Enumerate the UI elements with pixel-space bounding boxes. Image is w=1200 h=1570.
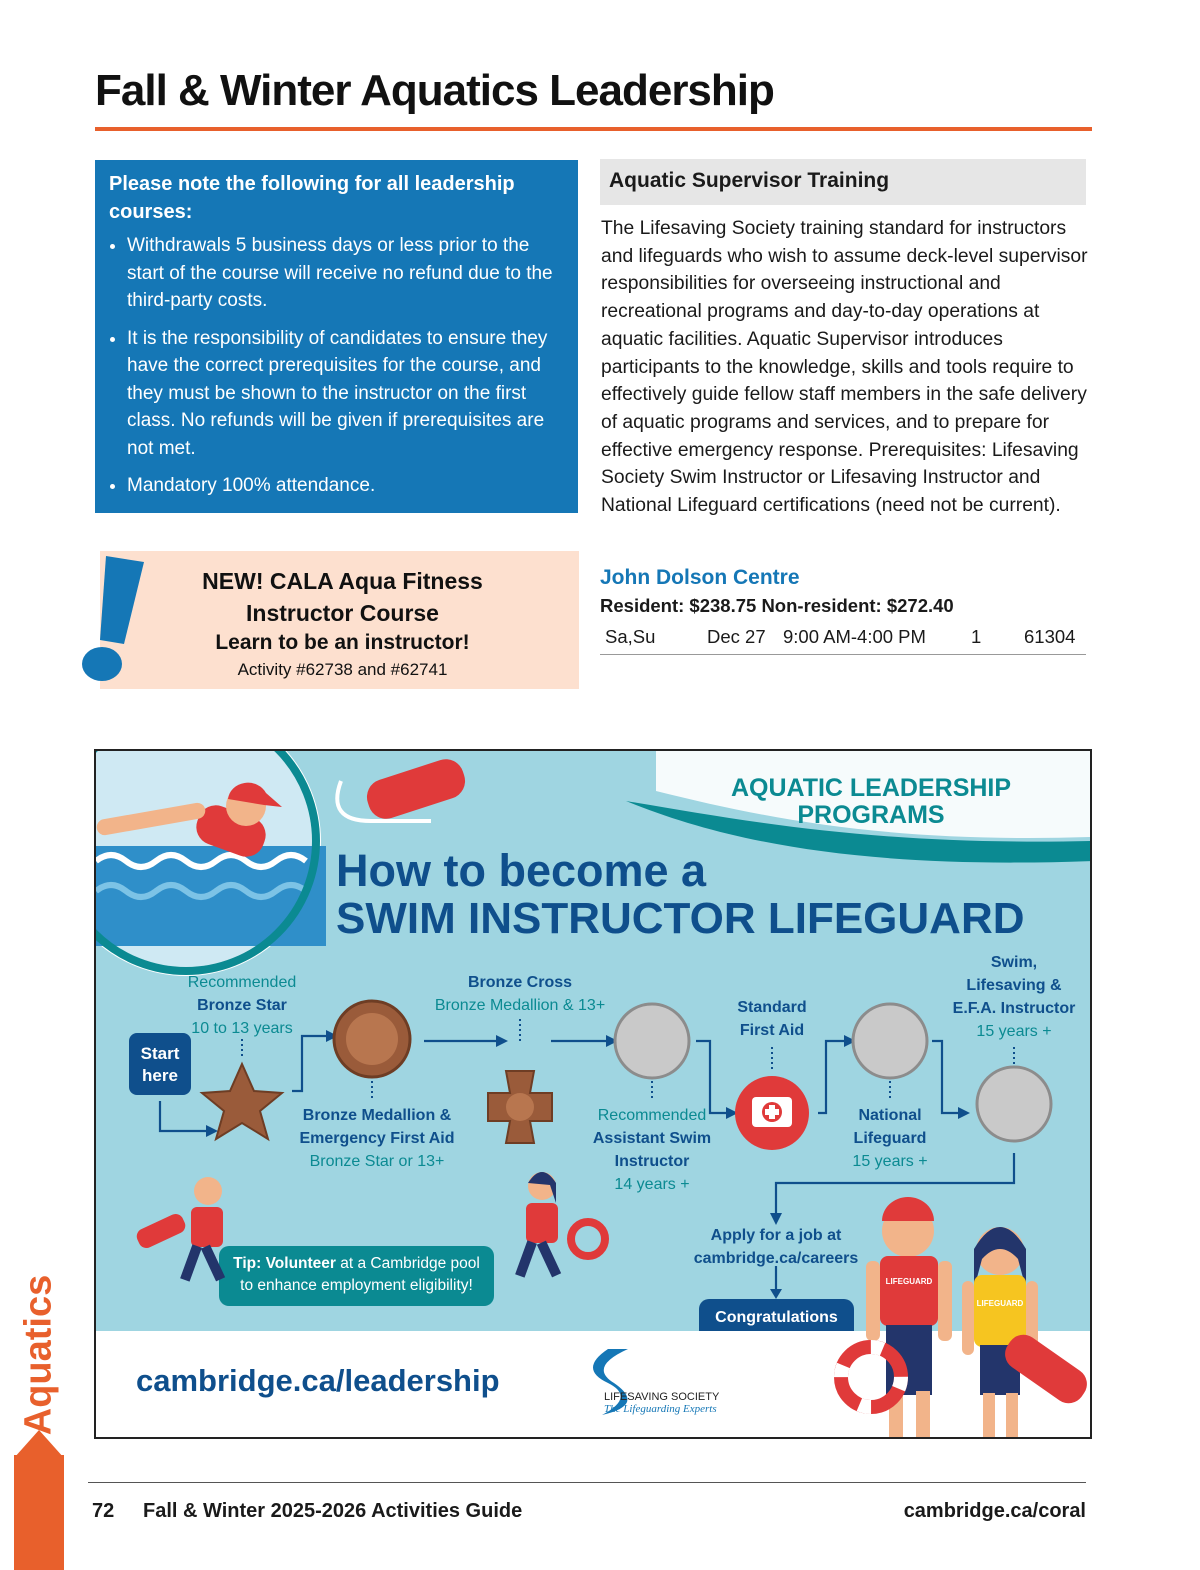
section-label: Aquatics	[17, 1274, 60, 1436]
step-name: National	[858, 1107, 922, 1124]
step-name: First Aid	[739, 1022, 805, 1039]
banner-line1: AQUATIC LEADERSHIP	[730, 774, 1012, 802]
step-name: Lifesaving &	[966, 977, 1062, 994]
schedule-activity-number: 61304	[1024, 626, 1076, 647]
footer-url: cambridge.ca/coral	[903, 1500, 1086, 1522]
hired-line1: Congratulations	[715, 1309, 838, 1326]
schedule-time: 9:00 AM-4:00 PM	[783, 626, 926, 647]
step-bronze-star	[172, 971, 312, 1040]
course-fees: Resident: $238.75 Non-resident: $272.40	[600, 595, 954, 616]
step-name: Lifeguard	[853, 1130, 927, 1147]
notice-box	[95, 160, 578, 513]
step-recommended-label: Recommended	[187, 974, 297, 991]
headline-line2: SWIM INSTRUCTOR LIFEGUARD	[336, 894, 1025, 943]
step-requirement: Bronze Medallion & 13+	[434, 997, 606, 1014]
promo-box	[100, 551, 579, 689]
lifesaving-society-logo	[604, 1391, 719, 1415]
promo-title	[100, 565, 585, 629]
course-title: Aquatic Supervisor Training	[600, 159, 1086, 205]
step-name: Emergency First Aid	[299, 1130, 455, 1147]
promo-activity-numbers: Activity #62738 and #62741	[237, 660, 448, 679]
schedule-sessions: 1	[971, 626, 982, 647]
step-name: Bronze Cross	[467, 974, 573, 991]
course-description: The Lifesaving Society training standard for instructors and lifeguards who wish to assume deck-level supervisor responsibilities for overseeing instructional and recreational programs and day-to-day operations at aquatic facilities. Aquatic Supervisor introduces participants to the knowledge, skills and tools require to effectively guide fellow staff members in the safe delivery of aquatic programs and services, and to prepare for effective emergency response. Prerequisites: Lifesaving Society Swim Instructor or Lifesaving Instructor and National Lifeguard certifications (need not be current).	[601, 218, 1088, 517]
apply-line1: Apply for a job at	[710, 1227, 842, 1244]
promo-title-line2: Instructor Course	[246, 600, 439, 626]
tip-text: at a Cambridge pool	[335, 1255, 480, 1272]
step-first-aid	[712, 996, 832, 1042]
tip-box	[219, 1253, 494, 1297]
step-national-lifeguard	[830, 1104, 950, 1173]
notice-heading-line2: courses:	[109, 201, 193, 223]
banner-line2: PROGRAMS	[797, 801, 945, 829]
headline-line1: How to become a	[336, 845, 707, 896]
leadership-url: cambridge.ca/leadership	[136, 1363, 500, 1398]
step-name: Bronze Star	[197, 997, 287, 1014]
start-line2: here	[142, 1066, 178, 1085]
step-requirement: Bronze Star or 13+	[309, 1153, 445, 1170]
step-recommended-label: Recommended	[597, 1107, 707, 1124]
notice-item: • Withdrawals 5 business days or less prior to the start of the course will receive no refund due to the third-party costs.	[127, 232, 560, 315]
schedule-date: Dec 27	[707, 626, 766, 647]
apply-line2: cambridge.ca/careers	[693, 1250, 859, 1267]
tip-bold: Tip: Volunteer	[233, 1255, 336, 1272]
step-bronze-cross	[425, 971, 615, 1017]
hired-badge	[699, 1306, 854, 1352]
hired-line2: you're hired!	[728, 1332, 825, 1349]
start-line1: Start	[140, 1044, 180, 1063]
step-requirement: 15 years +	[852, 1153, 928, 1170]
side-tab	[14, 1455, 64, 1570]
footer-divider	[88, 1482, 1086, 1483]
step-requirement: 14 years +	[614, 1176, 690, 1193]
step-name: Instructor	[614, 1153, 690, 1170]
step-name: Standard	[737, 999, 807, 1016]
apply-text	[686, 1224, 866, 1270]
step-name: Assistant Swim	[592, 1130, 712, 1147]
promo-title-line1: NEW! CALA Aqua Fitness	[202, 568, 483, 594]
step-requirement: 15 years +	[976, 1023, 1052, 1040]
schedule-days: Sa,Su	[605, 626, 656, 647]
society-tagline: The Lifeguarding Experts	[604, 1403, 717, 1415]
guide-title: Fall & Winter 2025-2026 Activities Guide	[143, 1500, 523, 1522]
course-location: John Dolson Centre	[600, 566, 800, 589]
tip-text-line2: to enhance employment eligibility!	[240, 1277, 473, 1294]
step-name: E.F.A. Instructor	[952, 1000, 1076, 1017]
notice-heading-line1: Please note the following for all leadership	[109, 173, 515, 195]
notice-item: • Mandatory 100% attendance.	[127, 472, 560, 500]
step-assistant-instructor	[582, 1104, 722, 1196]
notice-item: • It is the responsibility of candidates to ensure they have the correct prerequisites for the course, and they must be shown to the instructor on the first class. No refunds will be given if prerequisites are not met.	[127, 325, 560, 463]
page-number: 72	[92, 1500, 115, 1522]
notice-heading	[109, 170, 560, 226]
step-requirement: 10 to 13 years	[191, 1020, 293, 1037]
infographic	[94, 749, 1092, 1439]
promo-subtitle: Learn to be an instructor!	[215, 631, 470, 654]
notice-list	[109, 232, 560, 500]
step-bronze-medallion	[292, 1104, 462, 1173]
schedule-row	[600, 624, 1086, 655]
society-name: LIFESAVING SOCIETY	[604, 1391, 720, 1403]
banner-title	[706, 775, 1036, 829]
step-swim-instructor	[944, 951, 1084, 1043]
start-here-button	[129, 1043, 191, 1087]
title-divider	[95, 127, 1092, 131]
step-name: Swim,	[990, 954, 1038, 971]
exclamation-icon	[78, 556, 148, 686]
shirt-label-male: LIFEGUARD	[885, 1277, 933, 1286]
infographic-headline	[336, 847, 1025, 943]
step-name: Bronze Medallion &	[302, 1107, 452, 1124]
page-title: Fall & Winter Aquatics Leadership	[95, 66, 774, 115]
shirt-label-female: LIFEGUARD	[976, 1299, 1024, 1308]
